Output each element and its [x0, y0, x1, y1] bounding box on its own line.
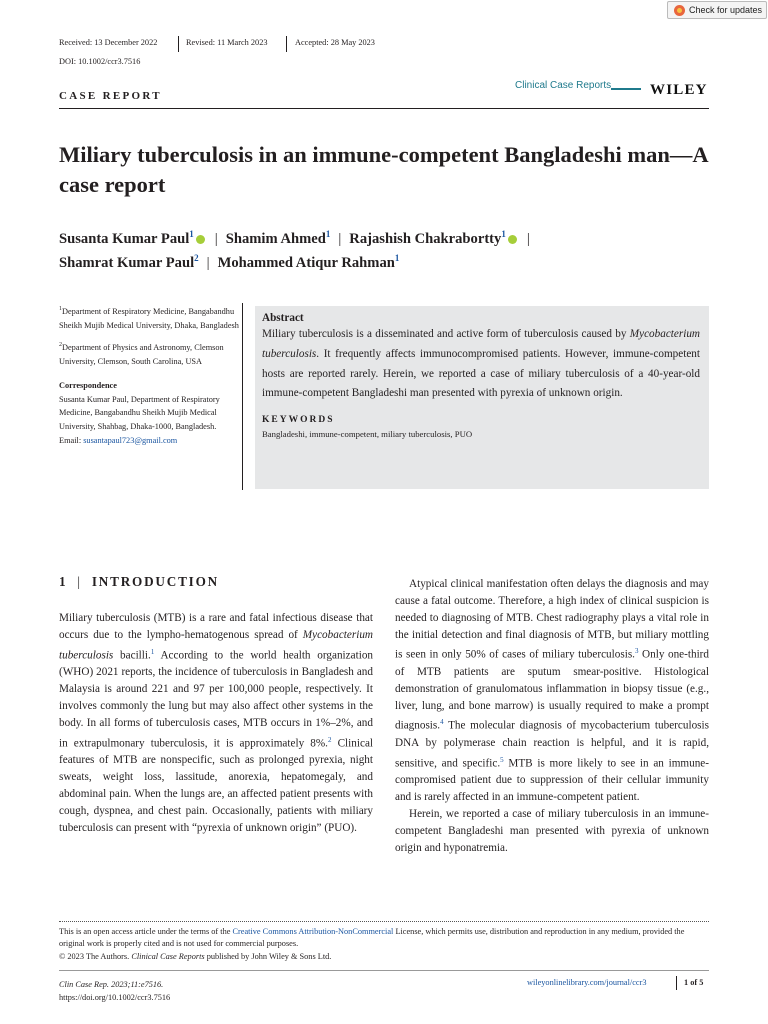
- license-link[interactable]: Creative Commons Attribution-NonCommercial: [232, 927, 394, 936]
- footer-doi[interactable]: https://doi.org/10.1002/ccr3.7516: [59, 993, 171, 1002]
- open-access-badge: [611, 88, 641, 90]
- journal-site-link[interactable]: wileyonlinelibrary.com/journal/ccr3: [527, 978, 647, 987]
- abstract-text: Miliary tuberculosis is a disseminated and active form of tuberculosis caused by Mycobacterium tuberculosis. It frequently affects immunocompromised patients. However, immune-competent hosts are reported rarely. Herein, we reported a case of miliary tuberculosis of a 40-year-old immune-competent Bangladeshi man presented with pyrexia of unknown origin.: [262, 328, 701, 400]
- sidebar-rule: [242, 303, 243, 490]
- paragraph: Miliary tuberculosis (MTB) is a rare and fatal infectious disease that occurs due to the lympho-hematogenous spread of Mycobacterium tuberculosis bacilli.$^1$ According to the world health organization (WHO) 2021 reports, the incidence of tuberculosis in Bangladesh and Malaysia is around 221 and 97 per 100,000 people, respectively. It involves commonly the lung but may also affect other systems in the body. In all forms of tuberculosis cases, MTB occurs in 1%–2%, and in extrapulmonary tuberculosis, it is approximately 8%.$^2$ Clinical features of MTB are nonspecific, such as prolonged pyrexia, night sweats, weight loss, lassitude, anorexia, hepatomegaly, and abdominal pain. When the lungs are, an affected patient presents with cough, dyspnea, and chest pain. Occasionally, patients with miliary tuberculosis can present with “pyrexia of unknown origin” (PUO).: [59, 612, 374, 834]
- author-name[interactable]: Susanta Kumar Paul: [59, 230, 190, 247]
- author-list-line-1: [59, 229, 719, 248]
- doi: DOI: 10.1002/ccr3.7516: [59, 57, 141, 66]
- author-separator: |: [338, 230, 342, 247]
- author-separator: |: [214, 230, 218, 247]
- orcid-icon[interactable]: [196, 235, 205, 244]
- author-name[interactable]: Shamim Ahmed: [225, 230, 326, 247]
- abstract-box: [255, 306, 709, 489]
- orcid-icon[interactable]: [508, 235, 517, 244]
- paragraph: Herein, we reported a case of miliary tuberculosis in an immune-competent Bangladeshi man presented with pyrexia of unknown origin and hyponatremia.: [395, 808, 709, 854]
- correspondence-email: Email: susantapaul723@gmail.com: [59, 435, 178, 445]
- reference-link[interactable]: 5: [500, 755, 504, 764]
- reference-link[interactable]: 1: [150, 647, 155, 656]
- journal-name[interactable]: Clinical Case Reports: [515, 80, 612, 91]
- accepted-date: Accepted: 28 May 2023: [295, 38, 375, 47]
- author-separator: |: [206, 254, 210, 271]
- affiliation-ref[interactable]: 2: [194, 253, 199, 263]
- affiliation-ref[interactable]: 1: [189, 229, 194, 239]
- affiliations: [59, 303, 239, 448]
- received-date: Received: 13 December 2022: [59, 38, 158, 47]
- publisher-logo[interactable]: WILEY: [650, 82, 708, 98]
- affiliation-ref[interactable]: 1: [394, 253, 400, 263]
- author-list-line-2: [59, 253, 719, 272]
- footer-rule: [59, 970, 709, 971]
- reference-link[interactable]: 3: [634, 647, 639, 656]
- page-number: 1 of 5: [684, 978, 704, 987]
- author-name[interactable]: Mohammed Atiqur Rahman: [217, 254, 395, 271]
- footer-separator: [676, 976, 677, 990]
- meta-divider: [286, 36, 287, 52]
- check-for-updates-button[interactable]: [667, 1, 767, 19]
- correspondence-address: Susanta Kumar Paul, Department of Respiratory Medicine, Bangabandhu Sheikh Mujib Medical University, Shahbag, Dhaka-1000, Bangladesh.: [59, 394, 220, 432]
- reference-link[interactable]: 2: [327, 735, 332, 744]
- header-rule: [59, 108, 709, 109]
- reference-link[interactable]: 4: [440, 718, 444, 727]
- footer-citation: Clin Case Rep. 2023;11:e7516. https://doi.org/10.1002/ccr3.7516: [59, 980, 171, 1002]
- meta-divider: [178, 36, 179, 52]
- check-for-updates-label: Check for updates: [689, 5, 763, 15]
- article-type: CASE REPORT: [59, 90, 162, 102]
- column-left: [59, 610, 373, 836]
- affiliation-1: $^1$Department of Respiratory Medicine, Bangabandhu Sheikh Mujib Medical University, Dhaka, Bangladesh: [59, 306, 239, 330]
- section-heading: 1 | INTRODUCTION: [59, 574, 219, 589]
- affiliation-2: $^2$Department of Physics and Astronomy, Clemson University, Clemson, South Carolina, USA: [59, 342, 224, 366]
- author-name[interactable]: Rajashish Chakrabortty: [349, 230, 502, 247]
- author-name[interactable]: Shamrat Kumar Paul: [59, 254, 195, 271]
- abstract-heading: Abstract: [262, 312, 304, 324]
- affiliation-ref[interactable]: 1: [325, 229, 331, 239]
- article-title: Miliary tuberculosis in an immune-competent Bangladeshi man—A case report: [59, 142, 708, 197]
- correspondence-heading: Correspondence: [59, 380, 117, 390]
- paragraph: Atypical clinical manifestation often delays the diagnosis and may cause a fatal outcome. Therefore, a high index of clinical suspicion is needed to diagnosing of MTB. Chest radiography plays a vital role in the initial detection and final diagnosis of MTB, but miliary mottling is seen in only 50% of cases of miliary tuberculosis.$^3$ Only one-third of MTB patients are sputum smear-positive. Histological demonstration of granulomatous inflammation in biopsy tissue (e.g., liver, lung, and bone marrow) is usually required to make a prompt diagnosis.$^4$ The molecular diagnosis of mycobacterium tuberculosis DNA by polymerase chain reaction is helpful, and it is rapid, sensitive, and specific.$^5$ MTB is more likely to see in an immune-compromised patient due to suppression of their cellular immunity and is rarely affected in an immune-competent patient.: [395, 578, 710, 804]
- author-separator: |: [526, 230, 530, 247]
- check-updates-icon: [674, 5, 685, 16]
- footer-divider: [59, 921, 709, 922]
- keywords: Bangladeshi, immune-competent, miliary tuberculosis, PUO: [262, 429, 473, 440]
- license-note: This is an open access article under the terms of the Creative Commons Attribution-NonCommercial License, which permits use, distribution and reproduction in any medium, provided the original work is properly cited and is not used for commercial purposes. © 2023 The Authors. Clinical Case Reports published by John Wiley & Sons Ltd.: [59, 927, 685, 961]
- keywords-heading: KEYWORDS: [262, 415, 335, 426]
- affiliation-ref[interactable]: 1: [501, 229, 506, 239]
- column-right: [395, 576, 709, 857]
- revised-date: Revised: 11 March 2023: [186, 38, 268, 47]
- email-link[interactable]: susantapaul723@gmail.com: [83, 435, 178, 445]
